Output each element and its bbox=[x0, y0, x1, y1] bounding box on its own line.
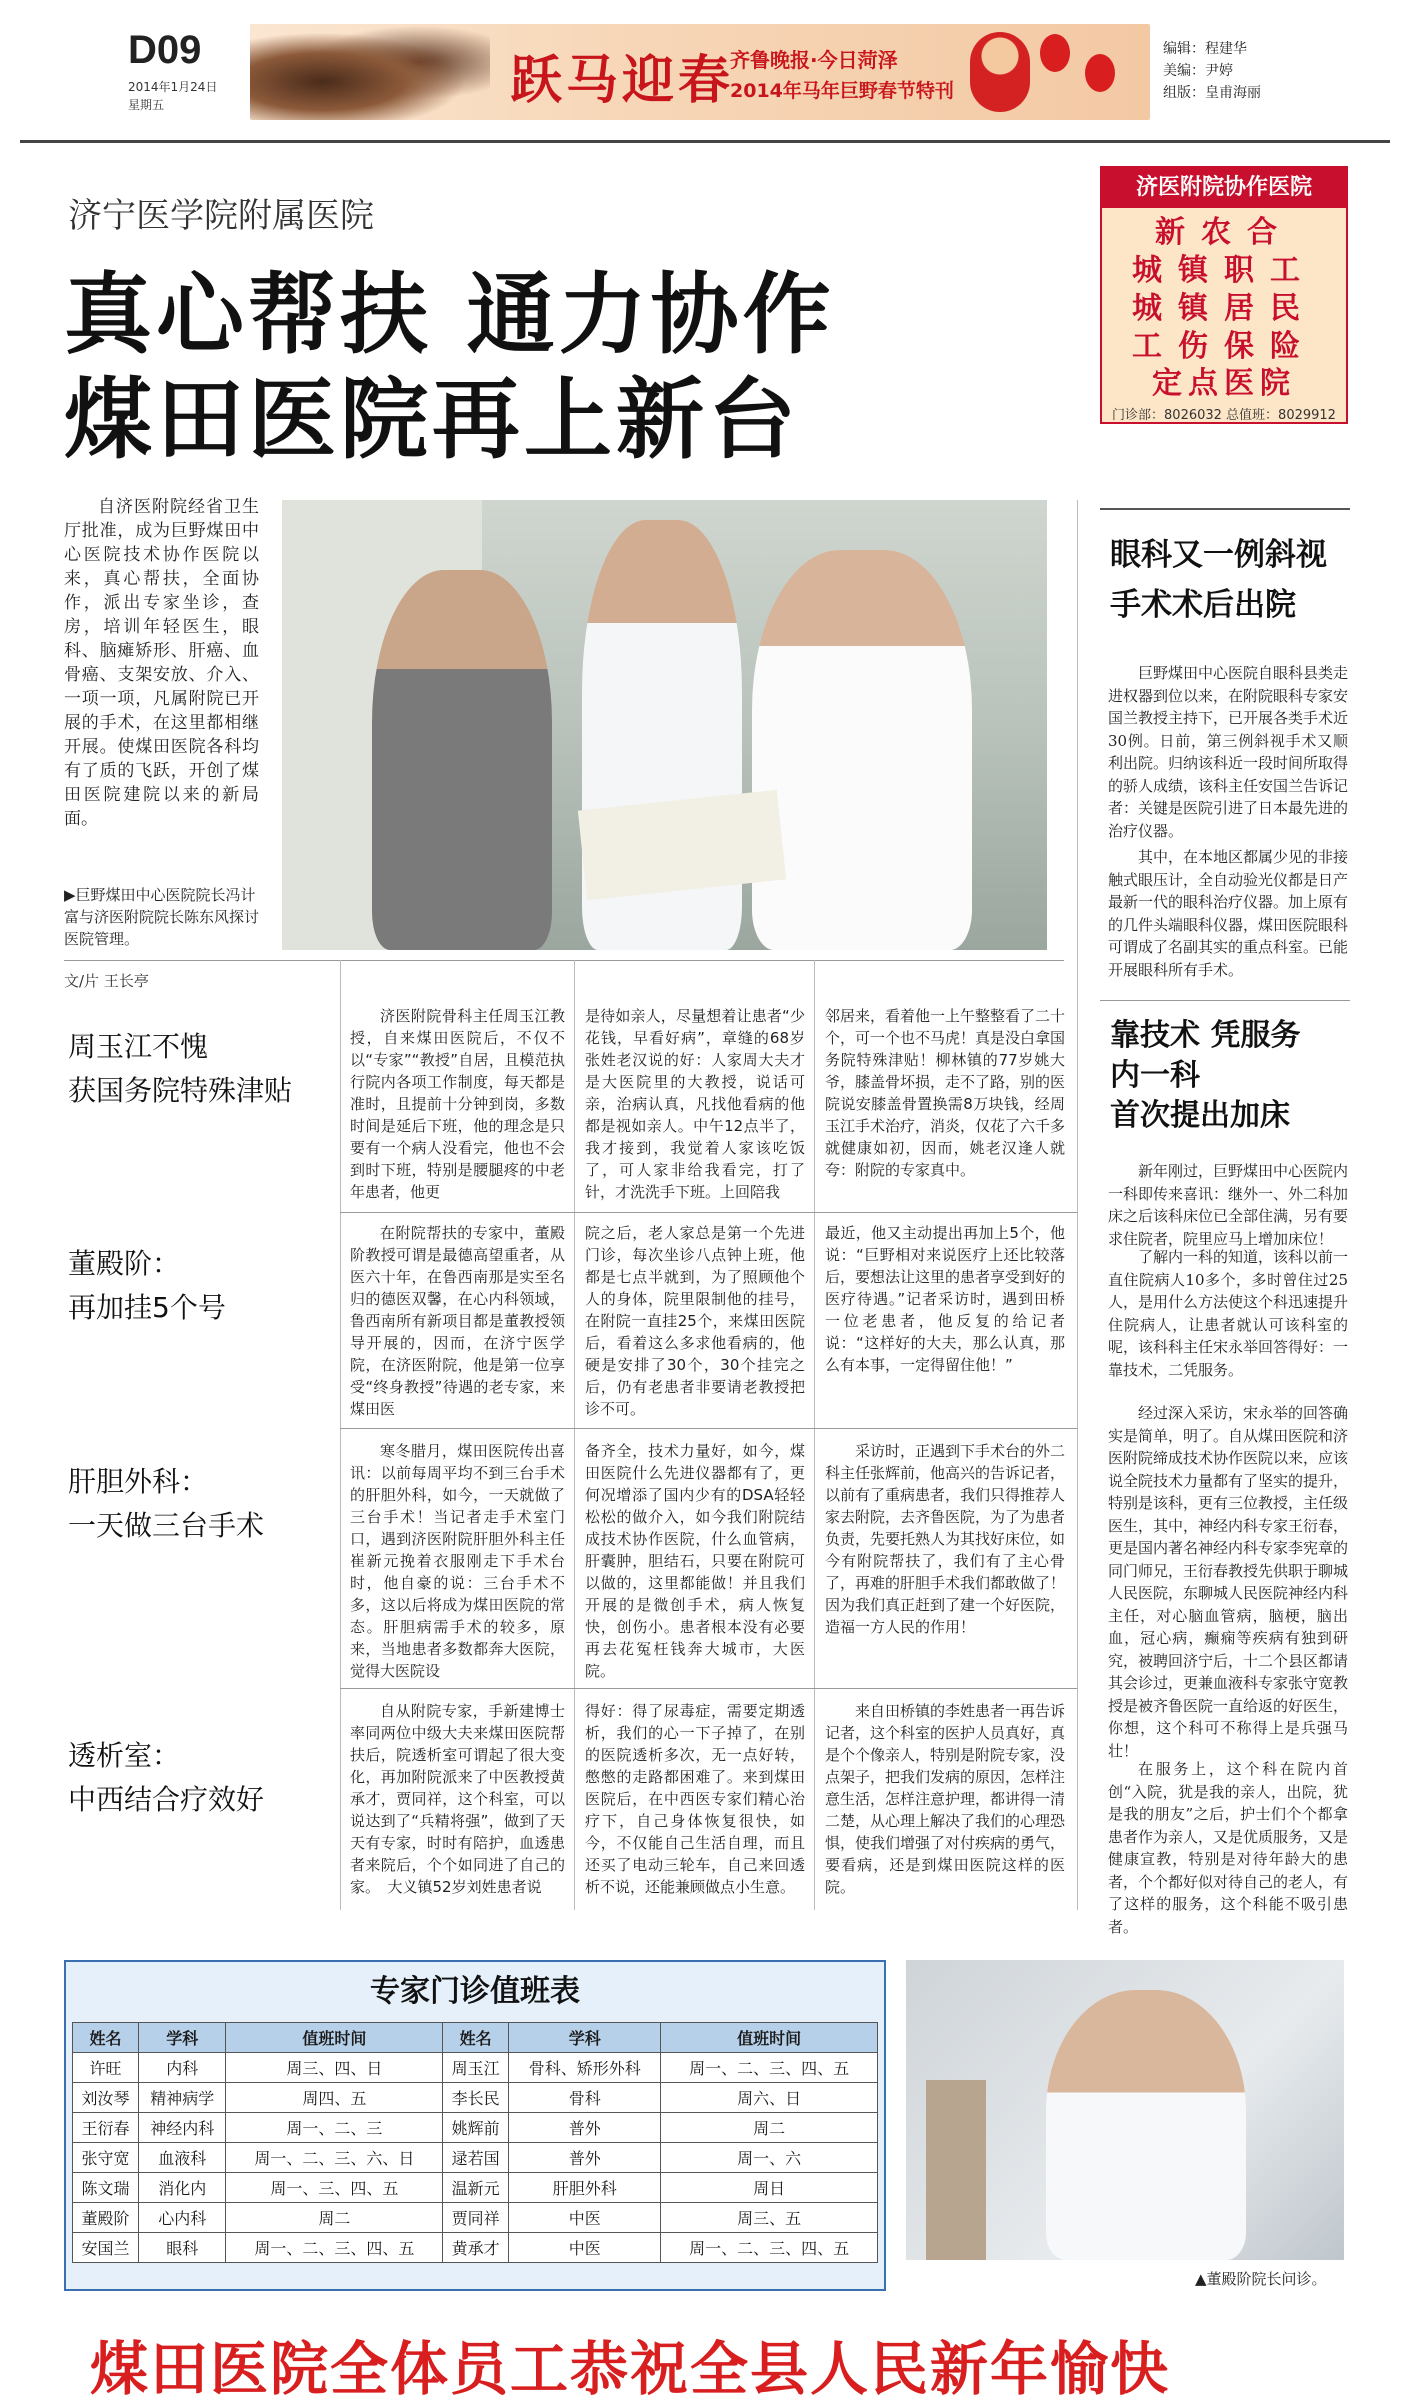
table-cell: 逯若国 bbox=[443, 2143, 509, 2173]
table-cell: 骨科、矫形外科 bbox=[509, 2053, 661, 2083]
eye-article-body-2: 其中，在本地区都属少见的非接触式眼压计，全自动验光仪都是日产最新一代的眼科治疗仪器。加上原有的几件头端眼科仪器，煤田医院眼科可谓成了名副其实的重点科室。已能开展眼科所有手术。 bbox=[1108, 848, 1349, 979]
table-row bbox=[73, 2113, 878, 2143]
internal-medicine-title: 靠技术 凭服务 内一科 首次提出加床 bbox=[1110, 1018, 1301, 1133]
table-row bbox=[73, 2053, 878, 2083]
eye-article-title: 眼科又一例斜视 手术术后出院 bbox=[1110, 537, 1327, 623]
table-cell: 温新元 bbox=[443, 2173, 509, 2203]
section-divider bbox=[64, 960, 1064, 961]
table-cell: 周二 bbox=[661, 2113, 878, 2143]
table-cell: 眼科 bbox=[138, 2233, 226, 2263]
table-title: 专家门诊值班表 bbox=[370, 1974, 580, 2009]
table-cell: 周一、二、三、四、五 bbox=[661, 2053, 878, 2083]
horses-illustration bbox=[250, 24, 490, 120]
section-divider bbox=[1100, 508, 1350, 510]
headline-line-1: 真心帮扶 通力协作 bbox=[64, 263, 835, 366]
table-header-cell: 学科 bbox=[509, 2023, 661, 2053]
table-row bbox=[73, 2083, 878, 2113]
internal-medicine-body-3: 经过深入采访，宋永举的回答确实是简单，明了。自从煤田医院和济医附院缔成技术协作医院以来，应该说全院技术力量都有了坚实的提升，特别是该科，更有三位教授，主任级医生，其中，神经内科专家王衍春，更是国内著名神经内科专家李宪章的同门师兄，王衍春教授先供职于聊城人民医院，东聊城人民医院神经内科主任，对心脑血管病，脑梗，脑出血，冠心病，癫痫等疾病有独到研究，被聘回济宁后，十二个县区都请其会诊过，更兼血液科专家张守宽教授是被齐鲁医院一直给返的好医生，你想，这个科可不称得上是兵强马壮！ bbox=[1108, 1404, 1349, 1760]
banner-title: 跃马迎春 bbox=[510, 50, 735, 111]
table-row bbox=[73, 2233, 878, 2263]
schedule-grid bbox=[72, 2022, 878, 2263]
festival-banner bbox=[250, 24, 1150, 120]
table-cell: 周一、三、四、五 bbox=[226, 2173, 443, 2203]
table-cell: 消化内 bbox=[138, 2173, 226, 2203]
section-divider bbox=[340, 1428, 1077, 1429]
table-cell: 周六、日 bbox=[661, 2083, 878, 2113]
table-cell: 周四、五 bbox=[226, 2083, 443, 2113]
table-cell: 周一、二、三 bbox=[226, 2113, 443, 2143]
column-divider bbox=[574, 960, 575, 1910]
table-cell: 周一、二、三、四、五 bbox=[661, 2233, 878, 2263]
banner-subtitle: 齐鲁晚报·今日菏泽 bbox=[730, 48, 898, 72]
table-header-cell: 值班时间 bbox=[226, 2023, 443, 2053]
table-cell: 黄承才 bbox=[443, 2233, 509, 2263]
article-kicker: 济宁医学院附属医院 bbox=[68, 196, 374, 236]
section-title: 董殿阶： 再加挂5个号 bbox=[68, 1247, 226, 1324]
table-cell: 周日 bbox=[661, 2173, 878, 2203]
column-divider bbox=[1077, 500, 1078, 1910]
page-number: D09 bbox=[128, 28, 202, 72]
table-cell: 周玉江 bbox=[443, 2053, 509, 2083]
table-cell: 周二 bbox=[226, 2203, 443, 2233]
section-divider bbox=[340, 1212, 1077, 1213]
table-row bbox=[73, 2143, 878, 2173]
internal-medicine-body-2: 了解内一科的知道，该科以前一直住院病人10多个，多时曾住过25人，是用什么方法使这个科迅速提升住院病人，让患者就认可该科室的呢，该科科主任宋永举回答得好：一靠技术，二凭服务。 bbox=[1108, 1248, 1349, 1379]
table-header-cell: 学科 bbox=[138, 2023, 226, 2053]
table-cell: 骨科 bbox=[509, 2083, 661, 2113]
table-cell: 周一、二、三、四、五 bbox=[226, 2233, 443, 2263]
eye-article-body: 巨野煤田中心医院自眼科县类走进权器到位以来，在附院眼科专家安国兰教授主持下，已开展各类手术近30例。日前，第三例斜视手术又顺利出院。归纳该科近一段时间所取得的骄人成绩，该科主任安国兰告诉记者：关键是医院引进了日本最先进的治疗仪器。 bbox=[1108, 664, 1349, 840]
side-photo-caption: ▲董殿阶院长问诊。 bbox=[1195, 2270, 1327, 2288]
table-header-row bbox=[73, 2023, 878, 2053]
table-cell: 周一、六 bbox=[661, 2143, 878, 2173]
issue-date: 2014年1月24日 星期五 bbox=[128, 80, 218, 112]
header-rule bbox=[20, 140, 1390, 143]
table-cell: 王衍春 bbox=[73, 2113, 139, 2143]
table-cell: 中医 bbox=[509, 2233, 661, 2263]
internal-medicine-body-1: 新年刚过，巨野煤田中心医院内一科即传来喜讯：继外一、外二科加床之后该科床位已全部住满，另有要求住院者，院里应马上增加床位！ bbox=[1108, 1162, 1349, 1248]
table-cell: 周三、五 bbox=[661, 2203, 878, 2233]
headline-line-2: 煤田医院再上新台 bbox=[64, 368, 801, 471]
table-cell: 李长民 bbox=[443, 2083, 509, 2113]
table-cell: 张守宽 bbox=[73, 2143, 139, 2173]
table-cell: 周一、二、三、六、日 bbox=[226, 2143, 443, 2173]
table-cell: 内科 bbox=[138, 2053, 226, 2083]
table-cell: 安国兰 bbox=[73, 2233, 139, 2263]
column-divider bbox=[340, 960, 341, 1910]
section-title: 周玉江不愧 获国务院特殊津贴 bbox=[68, 1030, 293, 1107]
main-photo-caption: ▶巨野煤田中心医院院长冯计富与济医附院院长陈东风探讨医院管理。 bbox=[64, 886, 260, 948]
banner-subtitle-2: 2014年马年巨野春节特刊 bbox=[730, 80, 954, 102]
table-cell: 普外 bbox=[509, 2143, 661, 2173]
section-title: 透析室： 中西结合疗效好 bbox=[68, 1739, 265, 1816]
table-cell: 贾同祥 bbox=[443, 2203, 509, 2233]
expert-schedule-table bbox=[64, 1960, 886, 2291]
section-title: 肝胆外科： 一天做三台手术 bbox=[68, 1465, 265, 1542]
table-cell: 刘汝琴 bbox=[73, 2083, 139, 2113]
table-header-cell: 值班时间 bbox=[661, 2023, 878, 2053]
child-mascot-illustration bbox=[970, 32, 1030, 112]
table-cell: 许旺 bbox=[73, 2053, 139, 2083]
main-photo bbox=[282, 500, 1047, 950]
table-cell: 陈文瑞 bbox=[73, 2173, 139, 2203]
internal-medicine-body-4: 在服务上，这个科在院内首创“入院，犹是我的亲人，出院，犹是我的朋友”之后，护士们个个都拿患者作为亲人，又是优质服务，又是健康宣教，特别是对待年龄大的患者，个个都好似对待自己的老人，有了这样的服务，这个科能不吸引患者。 bbox=[1108, 1760, 1349, 1936]
table-row bbox=[73, 2203, 878, 2233]
table-header-cell: 姓名 bbox=[443, 2023, 509, 2053]
doctor-consultation-photo bbox=[906, 1960, 1344, 2260]
table-header-cell: 姓名 bbox=[73, 2023, 139, 2053]
table-cell: 心内科 bbox=[138, 2203, 226, 2233]
table-cell: 周三、四、日 bbox=[226, 2053, 443, 2083]
table-cell: 普外 bbox=[509, 2113, 661, 2143]
lanterns-illustration bbox=[1030, 34, 1130, 110]
editor-credits: 编辑：程建华 美编：尹婷 组版：皇甫海丽 bbox=[1163, 41, 1261, 101]
table-cell: 精神病学 bbox=[138, 2083, 226, 2113]
article-lead: 自济医附院经省卫生厅批准，成为巨野煤田中心医院技术协作医院以来，真心帮扶，全面协作，派出专家坐诊，查房，培训年轻医生，眼科、脑瘫矫形、肝癌、血骨癌、支架安放、介入、一项一项，凡属附院已开展的手术，在这里都相继开展。使煤田医院各科均有了质的飞跃，开创了煤田医院建院以来的新局面。 bbox=[64, 497, 259, 829]
table-cell: 董殿阶 bbox=[73, 2203, 139, 2233]
table-cell: 神经内科 bbox=[138, 2113, 226, 2143]
designated-hospital-ad: 济医附院协作医院 新农合 城镇职工 城镇居民 工伤保险 定点医院 门诊部：8026032 总值班：8029912 bbox=[1100, 166, 1348, 424]
table-cell: 中医 bbox=[509, 2203, 661, 2233]
section-divider bbox=[1100, 1000, 1350, 1001]
table-cell: 肝胆外科 bbox=[509, 2173, 661, 2203]
table-row bbox=[73, 2173, 878, 2203]
byline: 文/片 王长亭 bbox=[64, 972, 149, 990]
table-cell: 血液科 bbox=[138, 2143, 226, 2173]
new-year-greeting: 煤田医院全体员工恭祝全县人民新年愉快 bbox=[90, 2335, 1171, 2403]
section-divider bbox=[340, 1688, 1077, 1689]
column-divider bbox=[814, 960, 815, 1910]
table-cell: 姚辉前 bbox=[443, 2113, 509, 2143]
